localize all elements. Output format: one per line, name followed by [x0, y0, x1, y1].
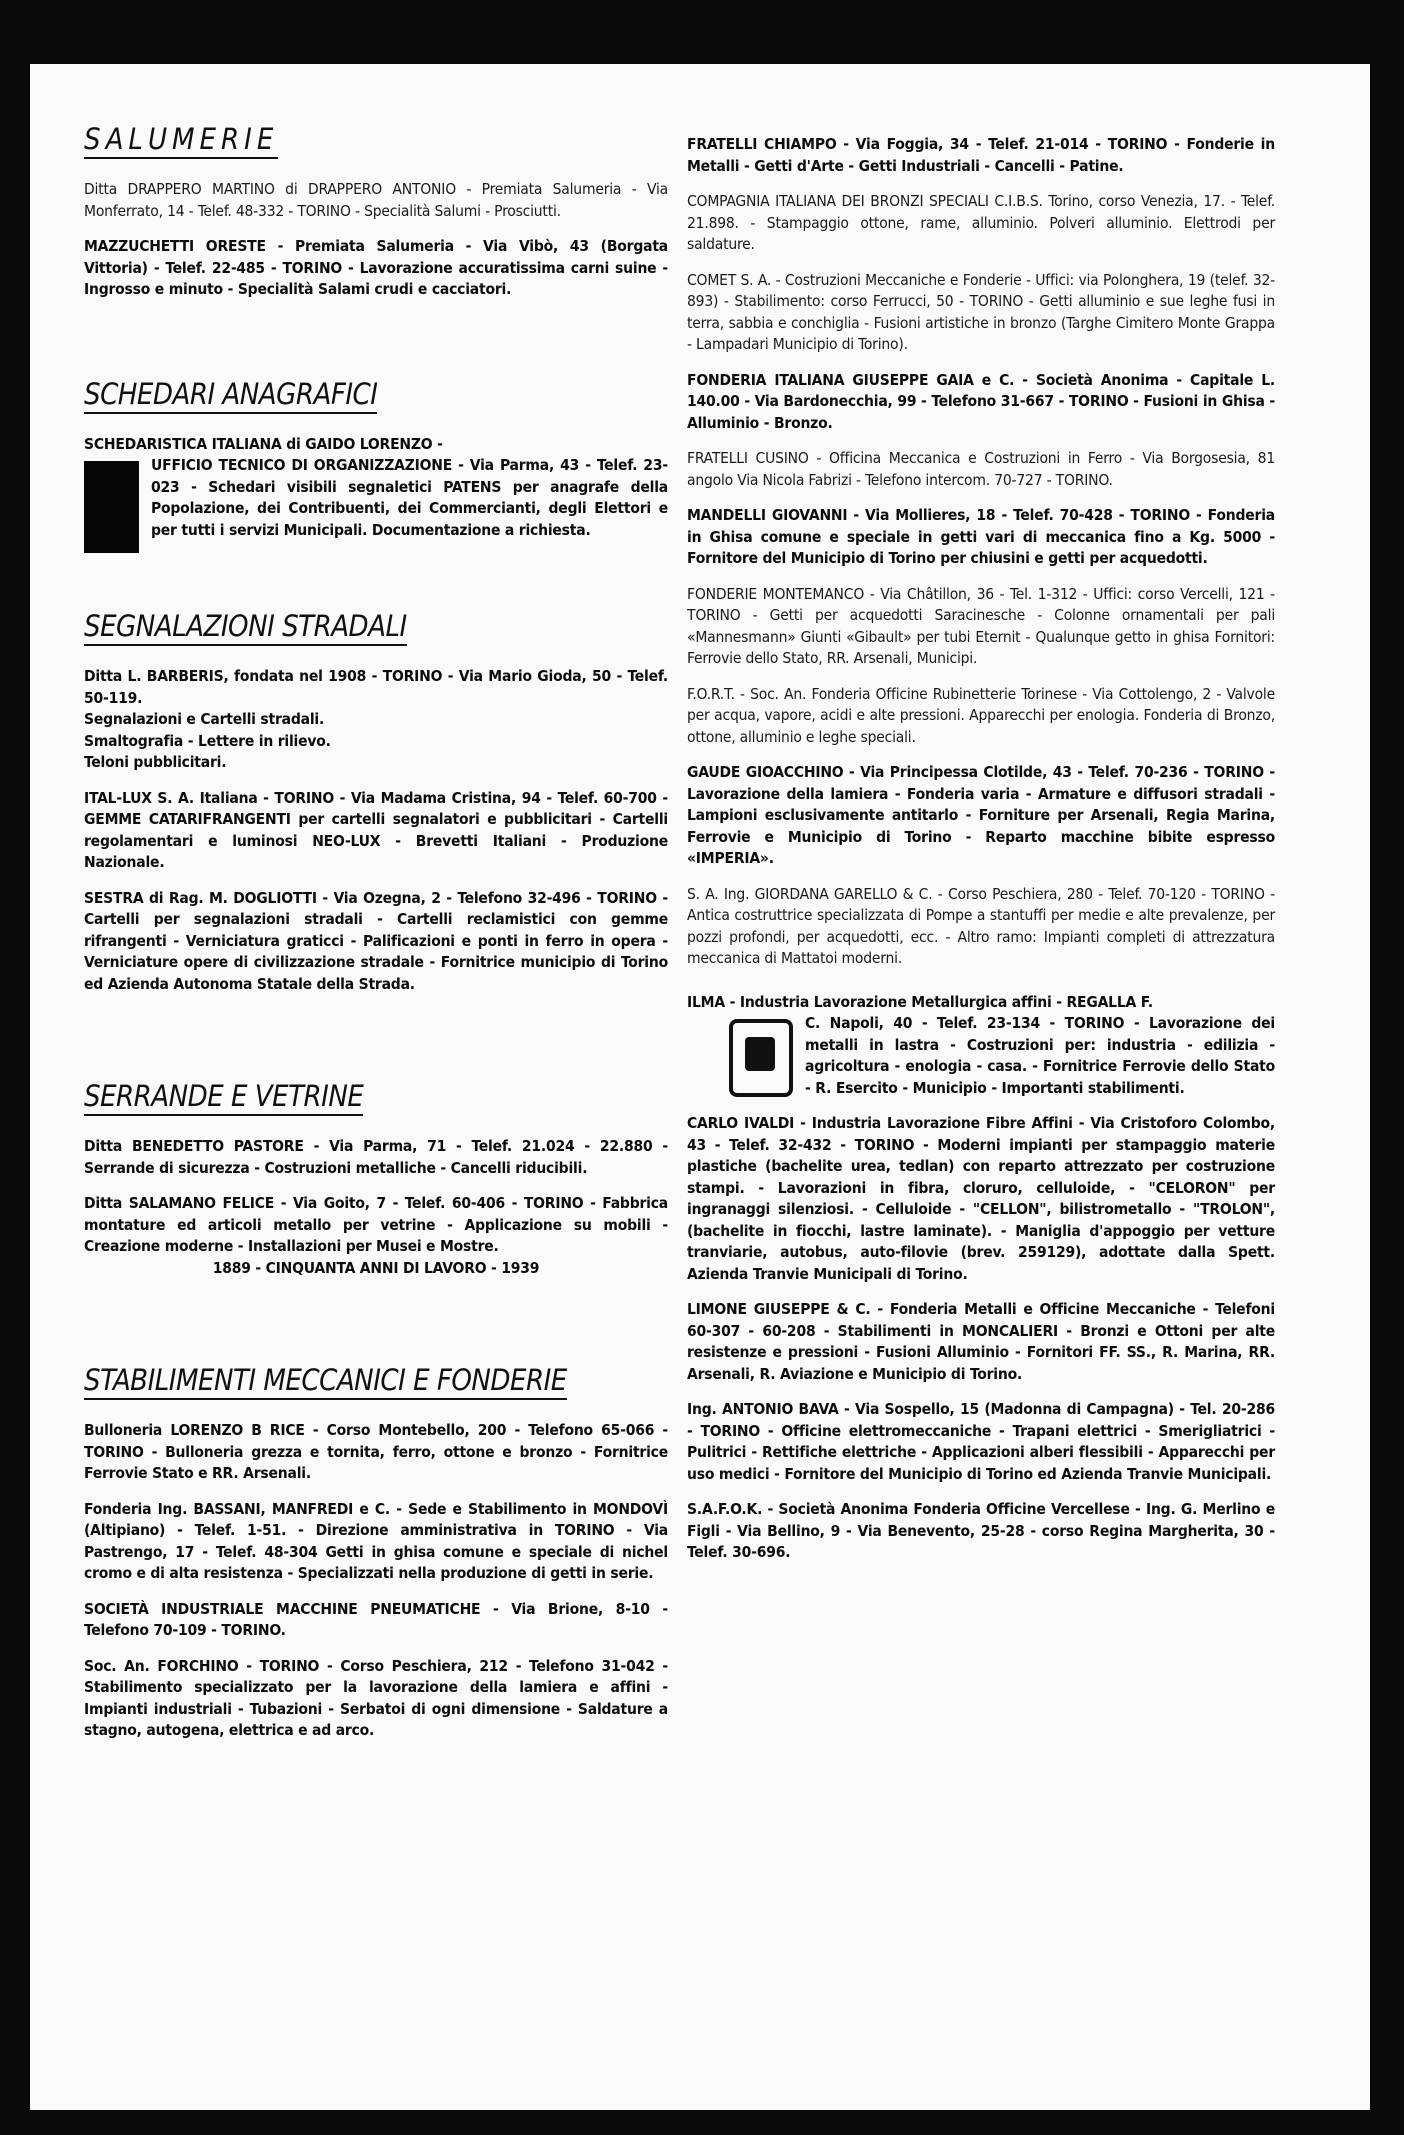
listing-gaia: FONDERIA ITALIANA GIUSEPPE GAIA e C. - Società Anonima - Capitale L. 140.00 - Via Bardonecchia, 99 - Telefono 31-667 - TORINO - Fusioni in Ghisa - Alluminio - Bronzo.	[687, 370, 1275, 432]
listing-chiampo: FRATELLI CHIAMPO - Via Foggia, 34 - Telef. 21-014 - TORINO - Fonderie in Metalli - Getti d'Arte - Getti Industriali - Cancelli - Patine.	[687, 135, 1275, 175]
listing-bulloneria: Bulloneria LORENZO B RICE - Corso Montebello, 200 - Telefono 65-066 - TORINO - Bulloneria grezza e tornita, ferro, ottone e bronzo - Fornitrice Ferrovie Stato e RR. Arsenali.	[84, 1421, 668, 1482]
listing-ilma	[687, 992, 1275, 1100]
listing-sestra: SESTRA di Rag. M. DOGLIOTTI - Via Ozegna, 2 - Telefono 32-496 - TORINO - Cartelli per segnalazioni stradali - Cartelli reclamistici con gemme rifrangenti - Verniciatura graticci - Palificazioni e ponti in ferro in opera - Verniciature opere di civilizzazione stradale - Fornitrice municipio di Torino ed Azienda Autonoma Statale della Strada.	[84, 888, 668, 993]
listing-ivaldi: CARLO IVALDI - Industria Lavorazione Fibre Affini - Via Cristoforo Colombo, 43 - Telef. 32-432 - TORINO - Moderni impianti per stampaggio materie plastiche (bachelite urea, tedlan) con reparto attrezzato per costruzione stampi. - Lavorazioni in fibra, cloruro, celluloide, - "CELORON" per ingranaggi silenziosi. - Celluloide - "CELLON", bilistrometallo - "TROLON", (bachelite in fiocchi, lastre laminate). - Maniglia d'appoggio per vetture tranviarie, autobus, auto-filovie (brev. 259129), adottate dalla Spett. Azienda Tranvie Municipali di Torino.	[687, 1114, 1275, 1283]
listing-mandelli: MANDELLI GIOVANNI - Via Mollieres, 18 - Telef. 70-428 - TORINO - Fonderia in Ghisa comune e speciale in getti vari di meccanica fino a Kg. 5000 - Fornitore del Municipio di Torino per chiusini e getti per acquedotti.	[687, 506, 1275, 567]
listing-schedaristica-body: UFFICIO TECNICO DI ORGANIZZAZIONE - Via Parma, 43 - Telef. 23-023 - Schedari visibili segnaletici PATENS per anagrafe della Popolazione, dei Contribuenti, dei Commercianti, degli Elettori e per tutti i servizi Municipali. Documentazione a richiesta.	[151, 456, 668, 539]
listing-bava: Ing. ANTONIO BAVA - Via Sospello, 15 (Madonna di Campagna) - Tel. 20-286 - TORINO - Officine elettromeccaniche - Trapani elettrici - Smerigliatrici - Pulitrici - Rettifiche elettriche - Applicazioni alberi flessibili - Apparecchi per uso medici - Fornitore del Municipio di Torino ed Azienda Tranvie Municipali.	[687, 1400, 1275, 1483]
ilma-head: ILMA - Industria Lavorazione Metallurgica affini - REGALLA F.	[687, 992, 1153, 1011]
listing-salamano	[84, 1193, 668, 1279]
listing-cusino: FRATELLI CUSINO - Officina Meccanica e Costruzioni in Ferro - Via Borgosesia, 81 angolo Via Nicola Fabrizi - Telefono intercom. 70-727 - TORINO.	[687, 449, 1275, 489]
barberis-line-3: Smaltografia - Lettere in rilievo.	[84, 731, 331, 750]
listing-schedaristica	[84, 434, 668, 556]
barberis-line-4: Teloni pubblicitari.	[84, 753, 227, 771]
heading-schedari: SCHEDARI ANAGRAFICI	[84, 377, 377, 414]
heading-segnalazioni: SEGNALAZIONI STRADALI	[84, 609, 407, 646]
right-column	[687, 134, 1275, 1578]
listing-barberis	[84, 666, 668, 774]
heading-stabilimenti: STABILIMENTI MECCANICI E FONDERIE	[84, 1363, 567, 1400]
ilma-body: C. Napoli, 40 - Telef. 23-134 - TORINO - Lavorazione dei metalli in lastra - Costruzioni per: industria - edilizia - agricoltura - enologia - casa. - Fornitrice Ferrovie dello Stato - R. Esercito - Municipio - Importanti stabilimenti.	[805, 1014, 1275, 1097]
salamano-text: Ditta SALAMANO FELICE - Via Goito, 7 - Telef. 60-406 - TORINO - Fabbrica montature ed articoli metallo per vetrine - Applicazione su mobili - Creazione moderne - Installazioni per Musei e Mostre.	[84, 1194, 668, 1255]
listing-cibs: COMPAGNIA ITALIANA DEI BRONZI SPECIALI C.I.B.S. Torino, corso Venezia, 17. - Telef. 21.898. - Stampaggio ottone, rame, alluminio. Polveri alluminio. Elettrodi per saldature.	[687, 192, 1275, 253]
listing-fort: F.O.R.T. - Soc. An. Fonderia Officine Rubinetterie Torinese - Via Cottolengo, 2 - Valvole per acqua, vapore, acidi e alte pressioni. Apparecchi per enologia. Fonderia di Bronzo, ottone, alluminio e leghe speciali.	[687, 684, 1275, 746]
company-logo	[84, 461, 139, 553]
listing-forchino: Soc. An. FORCHINO - TORINO - Corso Peschiera, 212 - Telefono 31-042 - Stabilimento specializzato per la lavorazione della lamiera e affini - Impianti industriali - Tubazioni - Serbatoi di ogni dimensione - Saldature a stagno, autogena, elettrica e ad arco.	[84, 1656, 668, 1739]
barberis-line-2: Segnalazioni e Cartelli stradali.	[84, 710, 325, 728]
listing-macchine-pneumatiche: SOCIETÀ INDUSTRIALE MACCHINE PNEUMATICHE - Via Brione, 8-10 - Telefono 70-109 - TORINO.	[84, 1599, 668, 1639]
listing-pastore: Ditta BENEDETTO PASTORE - Via Parma, 71 - Telef. 21.024 - 22.880 - Serrande di sicurezza - Costruzioni metalliche - Cancelli riducibili.	[84, 1137, 668, 1177]
listing-ital-lux: ITAL-LUX S. A. Italiana - TORINO - Via Madama Cristina, 94 - Telef. 60-700 - GEMME CATARIFRANGENTI per cartelli segnalatori e pubblicitari - Cartelli regolamentari e luminosi NEO-LUX - Brevetti Italiani - Produzione Nazionale.	[84, 788, 668, 871]
left-column	[84, 122, 668, 1756]
ilma-logo-icon	[729, 1019, 793, 1097]
barberis-line-1: Ditta L. BARBERIS, fondata nel 1908 - TORINO - Via Mario Gioda, 50 - Telef. 50-119.	[84, 667, 668, 707]
heading-salumerie: SALUMERIE	[84, 122, 278, 159]
listing-mazzuchetti: MAZZUCHETTI ORESTE - Premiata Salumeria - Via Vibò, 43 (Borgata Vittoria) - Telef. 22-485 - TORINO - Lavorazione accuratissima carni suine - Ingrosso e minuto - Specialità Salami crudi e cacciatori.	[84, 237, 668, 298]
heading-serrande: SERRANDE E VETRINE	[84, 1079, 363, 1116]
listing-montemanco: FONDERIE MONTEMANCO - Via Châtillon, 36 - Tel. 1-312 - Uffici: corso Vercelli, 121 - TORINO - Getti per acquedotti Saracinesche - Colonne ornamentali per pali «Mannesmann» Giunti «Gibault» per tubi Eternit - Qualunque getto in ghisa Fornitori: Ferrovie dello Stato, RR. Arsenali, Municipi.	[687, 584, 1275, 667]
listing-safok: S.A.F.O.K. - Società Anonima Fonderia Officine Vercellese - Ing. G. Merlino e Figli - Via Bellino, 9 - Via Benevento, 25-28 - corso Regina Margherita, 30 - Telef. 30-696.	[687, 1500, 1275, 1561]
listing-drappero: Ditta DRAPPERO MARTINO di DRAPPERO ANTONIO - Premiata Salumeria - Via Monferrato, 14 - Telef. 48-332 - TORINO - Specialità Salumi - Prosciutti.	[84, 180, 668, 220]
listing-schedaristica-head: SCHEDARISTICA ITALIANA di GAIDO LORENZO -	[84, 434, 443, 453]
listing-giordana: S. A. Ing. GIORDANA GARELLO & C. - Corso Peschiera, 280 - Telef. 70-120 - TORINO - Antica costruttrice specializzata di Pompe a stantuffi per medie e alte prevalenze, per pozzi profondi, per acquedotti, ecc. - Altro ramo: Impianti completi di attrezzatura meccanica di Mattatoi moderni.	[687, 884, 1275, 967]
listing-bassani: Fonderia Ing. BASSANI, MANFREDI e C. - Sede e Stabilimento in MONDOVÌ (Altipiano) - Telef. 1-51. - Direzione amministrativa in TORINO - Via Pastrengo, 17 - Telef. 48-304 Getti in ghisa comune e speciale di nichel cromo e di alta resistenza - Specializzati nella produzione di getti in serie.	[84, 1499, 668, 1582]
listing-limone: LIMONE GIUSEPPE & C. - Fonderia Metalli e Officine Meccaniche - Telefoni 60-307 - 60-208 - Stabilimenti in MONCALIERI - Bronzi e Ottoni per alte resistenze e pressioni - Fusioni Alluminio - Fornitori FF. SS., R. Marina, RR. Arsenali, R. Aviazione e Municipio di Torino.	[687, 1300, 1275, 1383]
listing-comet: COMET S. A. - Costruzioni Meccaniche e Fonderie - Uffici: via Polonghera, 19 (telef. 32-893) - Stabilimento: corso Ferrucci, 50 - TORINO - Getti alluminio e sue leghe fusi in terra, sabbia e conchiglia - Fusioni artistiche in bronzo (Targhe Cimitero Monte Grappa - Lampadari Municipio di Torino).	[687, 270, 1275, 353]
directory-page	[30, 64, 1370, 2110]
salamano-tagline: 1889 - CINQUANTA ANNI DI LAVORO - 1939	[212, 1258, 540, 1277]
listing-gaude: GAUDE GIOACCHINO - Via Principessa Clotilde, 43 - Telef. 70-236 - TORINO - Lavorazione della lamiera - Fonderia varia - Armature e diffusori stradali - Lampioni esclusivamente antitarlo - Forniture per Arsenali, Regia Marina, Ferrovie e Municipio di Torino - Reparto macchine bibite espresso «IMPERIA».	[687, 763, 1275, 867]
